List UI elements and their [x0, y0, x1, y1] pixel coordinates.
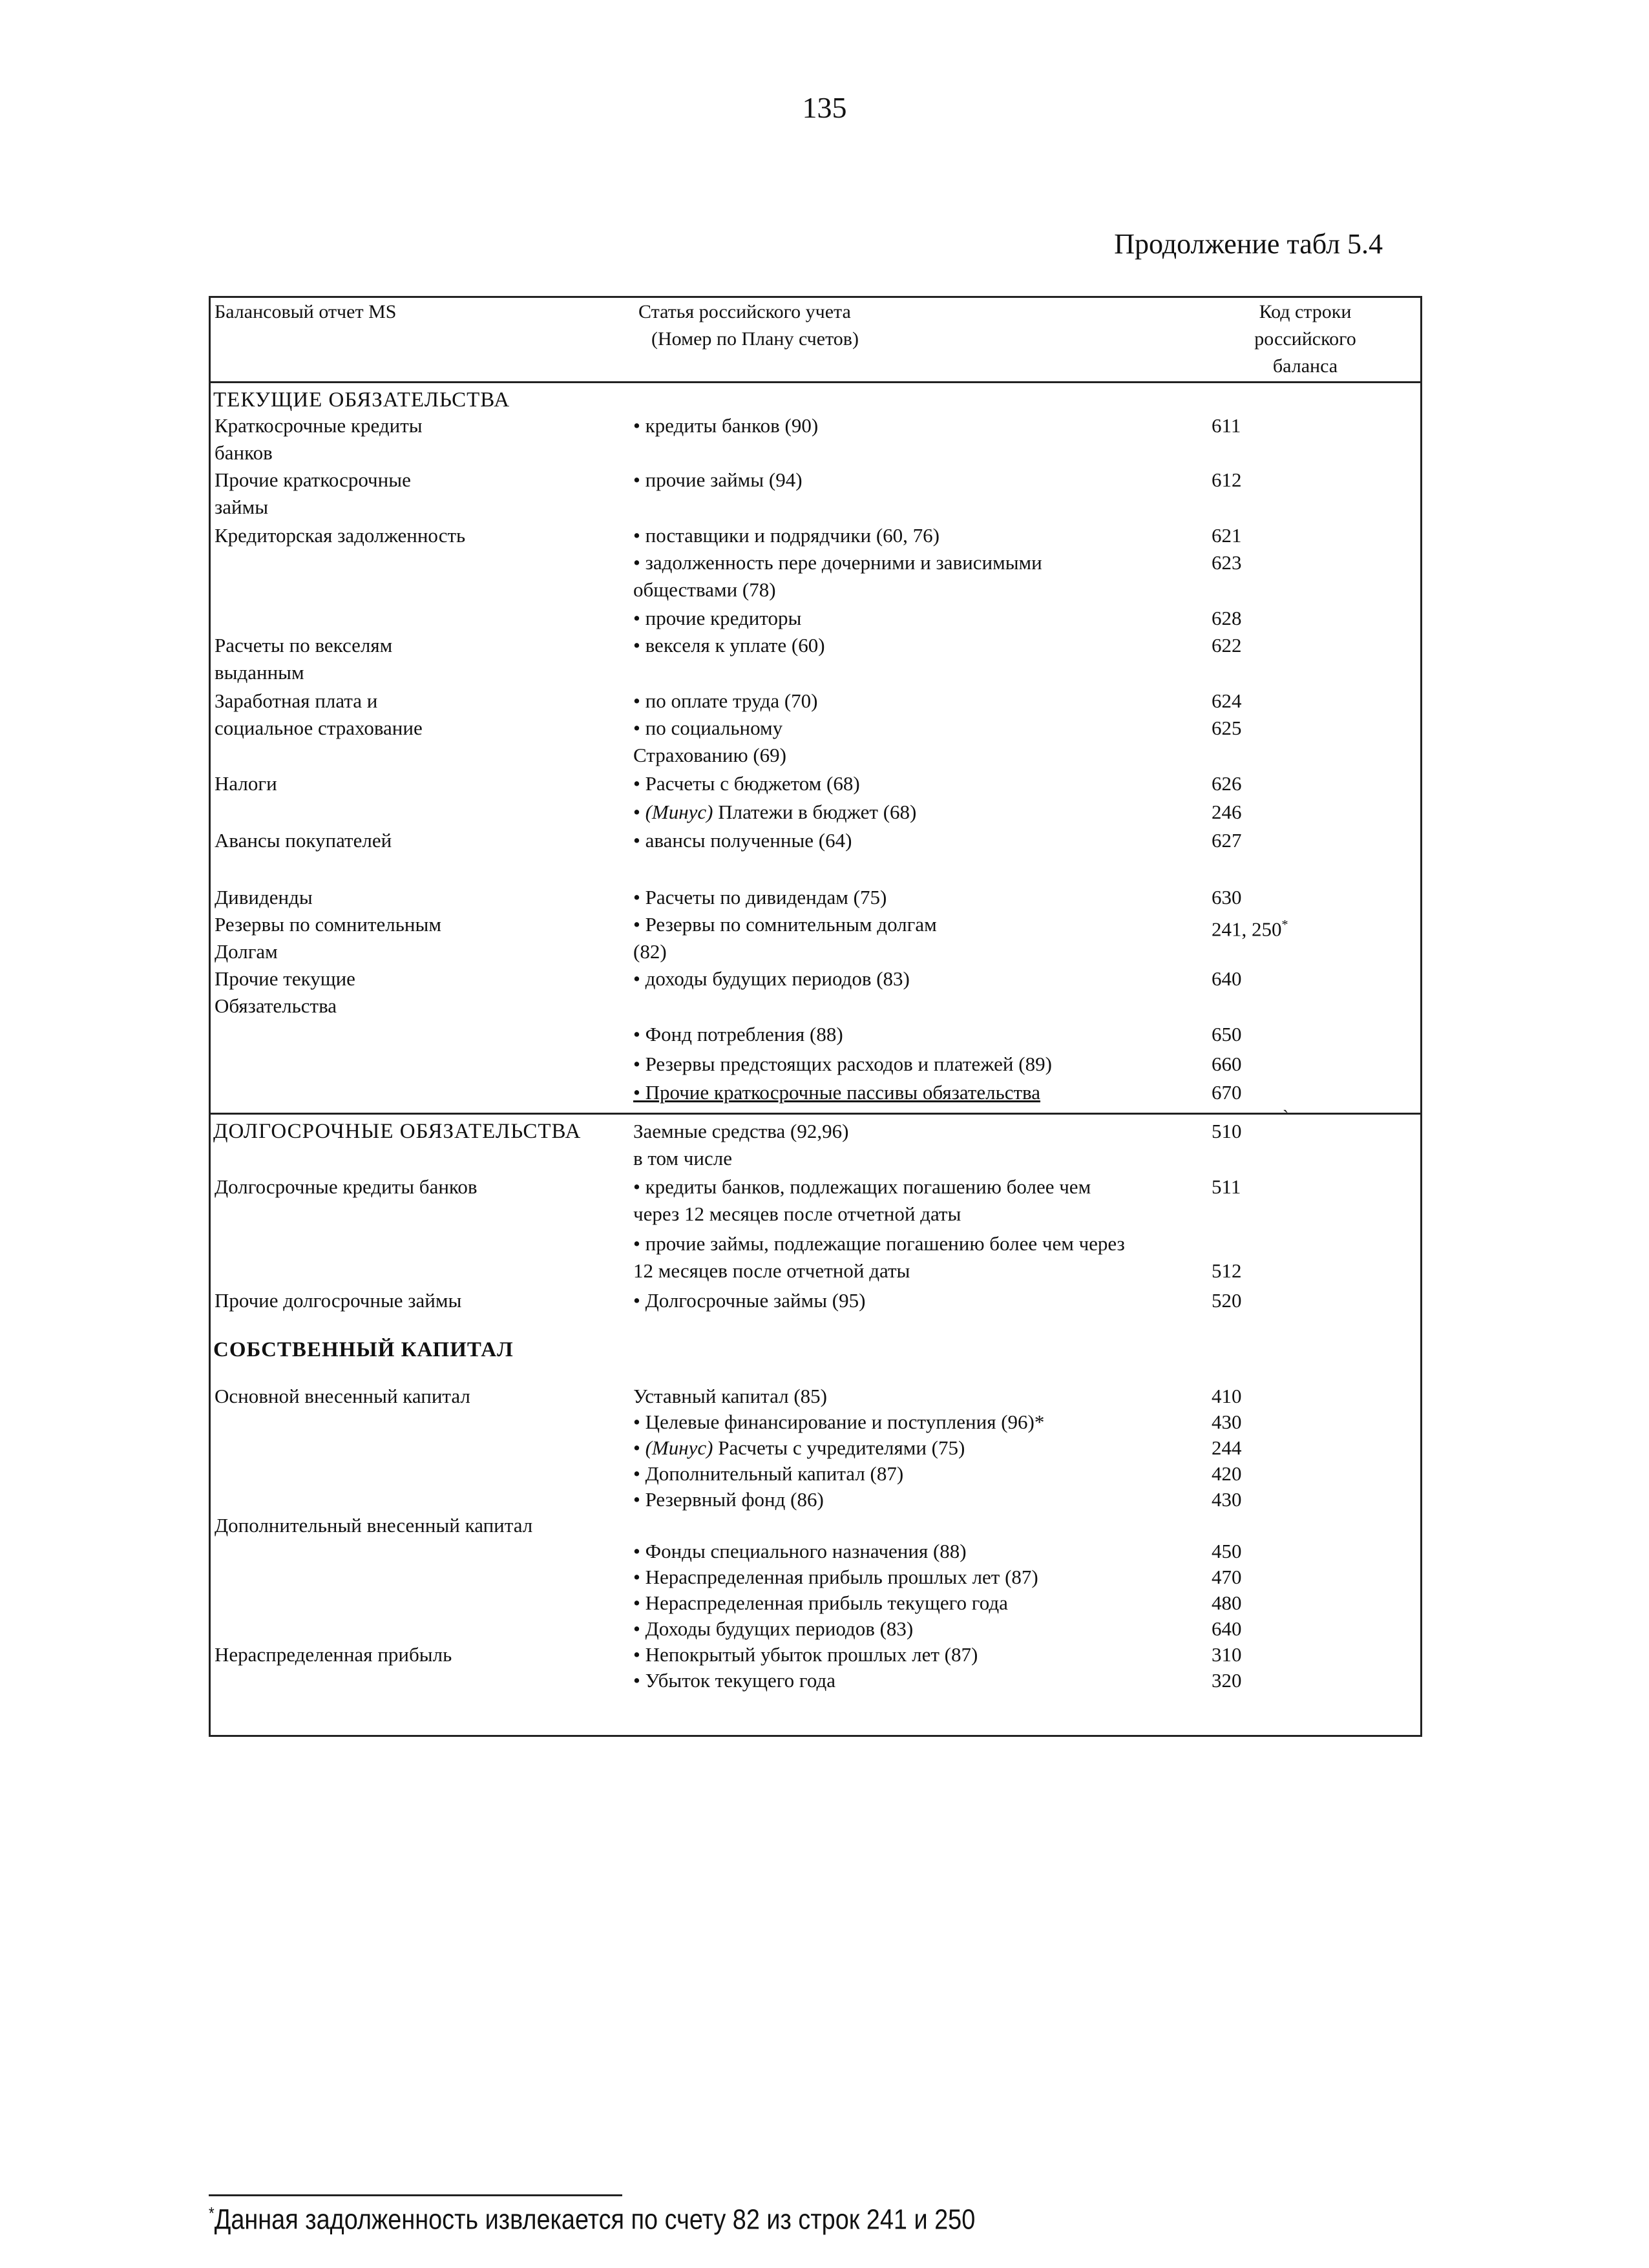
row-line-code [1212, 1051, 1242, 1078]
row-line-code [1212, 1538, 1242, 1565]
line-code-value: 630 [1212, 886, 1242, 908]
line-code-value: 480 [1212, 1591, 1242, 1614]
line-code-value: 510 [1212, 1120, 1242, 1142]
line-code-value: 670 [1212, 1081, 1242, 1104]
row-line-code [1212, 1641, 1242, 1668]
row-line-code [1212, 467, 1242, 494]
line-code-value: 450 [1212, 1540, 1242, 1562]
row-line-code [1212, 965, 1242, 992]
row-ms-item: банков [215, 441, 273, 464]
page-number: 135 [802, 91, 847, 124]
row-russian-item: • Целевые финансирование и поступления (96)* [633, 1411, 1045, 1433]
row-russian-item: • авансы полученные (64) [633, 829, 852, 852]
row-line-code [1212, 884, 1242, 911]
line-code-value: 430 [1212, 1488, 1242, 1511]
row-line-code [1212, 1021, 1242, 1048]
row-russian-item: • Резервный фонд (86) [633, 1488, 824, 1511]
row-ms-item: Прочие долгосрочные займы [215, 1289, 462, 1312]
section-current-liabilities: ТЕКУЩИЕ ОБЯЗАТЕЛЬСТВА [213, 388, 510, 412]
line-code-value: 625 [1212, 717, 1242, 739]
row-line-code [1212, 549, 1242, 576]
row-russian-item: • Непокрытый убыток прошлых лет (87) [633, 1643, 978, 1666]
row-russian-item: • кредиты банков (90) [633, 414, 819, 437]
row-russian-item: • задолженность пере дочерними и зависимыми [633, 551, 1042, 574]
row-russian-item: • Фонд потребления (88) [633, 1023, 843, 1045]
row-russian-item: • Расчеты по дивидендам (75) [633, 886, 887, 908]
bullet: • [633, 801, 646, 823]
minus-note: (Минус) [645, 1436, 713, 1459]
line-code-value: 410 [1212, 1385, 1242, 1407]
row-line-code [1212, 1564, 1242, 1591]
table-caption: Продолжение табл 5.4 [1114, 228, 1383, 260]
row-ms-item: Основной внесенный капитал [215, 1385, 470, 1407]
row-ms-item: выданным [215, 661, 304, 684]
row-russian-item: • кредиты банков, подлежащих погашению более чем [633, 1175, 1091, 1198]
row-ms-item: Налоги [215, 772, 277, 795]
row-ms-item: Дополнительный внесенный капитал [215, 1514, 533, 1537]
footnote-rule [209, 2194, 622, 2196]
row-russian-item: • Резервы предстоящих расходов и платежей (89) [633, 1053, 1052, 1075]
line-code-value: 520 [1212, 1289, 1242, 1312]
row-line-code [1212, 632, 1242, 659]
line-code-value: 622 [1212, 634, 1242, 656]
line-code-value: 511 [1212, 1175, 1241, 1198]
line-code-value: 612 [1212, 468, 1242, 491]
header-col-line-code: Код строки [1259, 301, 1352, 322]
row-line-code [1212, 1118, 1242, 1145]
header-col-account-number: (Номер по Плану счетов) [651, 328, 859, 350]
row-ms-item: Долгам [215, 940, 278, 963]
footnote-text: Данная задолженность извлекается по счету 82 из строк 241 и 250 [214, 2203, 976, 2236]
row-russian-item: • прочие займы (94) [633, 468, 803, 491]
line-code-value: 320 [1212, 1669, 1242, 1692]
line-code-value: 310 [1212, 1643, 1242, 1666]
line-code-value: 512 [1212, 1259, 1242, 1282]
line-code-value: 420 [1212, 1462, 1242, 1485]
line-code-value: 430 [1212, 1411, 1242, 1433]
section-divider-longterm [209, 1113, 1422, 1115]
row-line-code [1212, 1173, 1241, 1201]
item-text: Платежи в бюджет (68) [713, 801, 917, 823]
row-russian-item: • Фонды специального назначения (88) [633, 1540, 967, 1562]
line-code-value: 470 [1212, 1566, 1242, 1588]
row-russian-item: • Дополнительный капитал (87) [633, 1462, 904, 1485]
row-line-code [1212, 911, 1288, 943]
header-col-line-code-2: российского [1254, 328, 1356, 350]
line-code-value: 626 [1212, 772, 1242, 795]
row-line-code [1212, 1434, 1242, 1462]
row-ms-item: Краткосрочные кредиты [215, 414, 423, 437]
row-russian-item [633, 1434, 965, 1462]
row-line-code [1212, 827, 1242, 854]
row-line-code [1212, 688, 1242, 715]
section-equity: СОБСТВЕННЫЙ КАПИТАЛ [213, 1338, 514, 1361]
line-code-value: 623 [1212, 551, 1242, 574]
row-line-code [1212, 1590, 1242, 1617]
header-col-line-code-3: баланса [1272, 355, 1338, 377]
row-russian-item: (82) [633, 940, 667, 963]
row-russian-item: • Нераспределенная прибыль прошлых лет (87) [633, 1566, 1038, 1588]
row-ms-item: Кредиторская задолженность [215, 524, 466, 547]
row-line-code [1212, 522, 1242, 549]
row-line-code [1212, 1615, 1242, 1643]
row-ms-item: Прочие краткосрочные [215, 468, 411, 491]
row-line-code [1212, 1667, 1242, 1694]
row-line-code [1212, 1409, 1242, 1436]
row-ms-item: Заработная плата и [215, 689, 378, 712]
row-russian-item: • прочие займы, подлежащие погашению более чем через [633, 1232, 1125, 1255]
row-russian-item: • доходы будущих периодов (83) [633, 967, 910, 990]
row-russian-item [633, 799, 916, 826]
line-code-value: 246 [1212, 801, 1242, 823]
line-code-value: 650 [1212, 1023, 1242, 1045]
line-code-value: 640 [1212, 1617, 1242, 1640]
line-code-value: 244 [1212, 1436, 1242, 1459]
line-code-value: 624 [1212, 689, 1242, 712]
footnote [209, 2203, 975, 2236]
row-ms-item: Расчеты по векселям [215, 634, 393, 656]
row-russian-item: 12 месяцев после отчетной даты [633, 1259, 910, 1282]
row-line-code [1212, 1486, 1242, 1513]
row-line-code [1212, 412, 1241, 439]
row-line-code [1212, 1257, 1242, 1285]
bullet: • [633, 1436, 646, 1459]
header-col-ms-report: Балансовый отчет MS [215, 301, 397, 322]
row-russian-item: • прочие кредиторы [633, 607, 802, 629]
line-code-value: 628 [1212, 607, 1242, 629]
line-code-value: 627 [1212, 829, 1242, 852]
line-code-value: 241, 250 [1212, 918, 1282, 941]
row-ms-item: займы [215, 496, 269, 518]
row-russian-item: • Прочие краткосрочные пассивы обязательства [633, 1081, 1041, 1104]
row-russian-item: обществами (78) [633, 578, 776, 601]
row-russian-item: • по социальному [633, 717, 783, 739]
row-ms-item: Прочие текущие [215, 967, 355, 990]
row-russian-item: • Убыток текущего года [633, 1669, 835, 1692]
line-code-value: 660 [1212, 1053, 1242, 1075]
row-line-code [1212, 770, 1242, 797]
line-code-value: 621 [1212, 524, 1242, 547]
row-ms-item: Нераспределенная прибыль [215, 1643, 452, 1666]
row-russian-item: через 12 месяцев после отчетной даты [633, 1202, 961, 1225]
row-line-code [1212, 1383, 1242, 1410]
minus-note: (Минус) [645, 801, 713, 823]
item-text: Расчеты с учредителями (75) [713, 1436, 965, 1459]
row-russian-item: • векселя к уплате (60) [633, 634, 825, 656]
footnote-ref: * [1281, 918, 1288, 932]
row-line-code [1212, 799, 1242, 826]
section-longterm-liabilities: ДОЛГОСРОЧНЫЕ ОБЯЗАТЕЛЬСТВА [213, 1120, 582, 1143]
row-ms-item: социальное страхование [215, 717, 423, 739]
row-russian-item: • Доходы будущих периодов (83) [633, 1617, 914, 1640]
row-line-code [1212, 715, 1242, 742]
header-divider [209, 381, 1422, 383]
row-line-code [1212, 1287, 1242, 1314]
row-russian-item: • Расчеты с бюджетом (68) [633, 772, 860, 795]
row-line-code [1212, 605, 1242, 632]
row-russian-item: • поставщики и подрядчики (60, 76) [633, 524, 940, 547]
row-russian-item: Уставный капитал (85) [633, 1385, 828, 1407]
header-col-russian-item: Статья российского учета [638, 301, 851, 322]
row-russian-item: • по оплате труда (70) [633, 689, 818, 712]
row-line-code [1212, 1079, 1242, 1106]
row-ms-item: Авансы покупателей [215, 829, 392, 852]
row-line-code [1212, 1460, 1242, 1487]
row-russian-item: • Долгосрочные займы (95) [633, 1289, 866, 1312]
footnote-mark: * [209, 2203, 215, 2223]
row-russian-item: • Нераспределенная прибыль текущего года [633, 1591, 1008, 1614]
row-ms-item: Резервы по сомнительным [215, 913, 441, 936]
row-russian-item: Страхованию (69) [633, 744, 786, 766]
row-russian-item: в том числе [633, 1147, 732, 1170]
row-ms-item: Дивиденды [215, 886, 313, 908]
row-ms-item: Обязательства [215, 994, 337, 1017]
row-russian-item: • Резервы по сомнительным долгам [633, 913, 937, 936]
stray-tick-mark: ˏ [1283, 1093, 1289, 1113]
line-code-value: 611 [1212, 414, 1241, 437]
line-code-value: 640 [1212, 967, 1242, 990]
row-ms-item: Долгосрочные кредиты банков [215, 1175, 478, 1198]
row-russian-item: Заемные средства (92,96) [633, 1120, 849, 1142]
